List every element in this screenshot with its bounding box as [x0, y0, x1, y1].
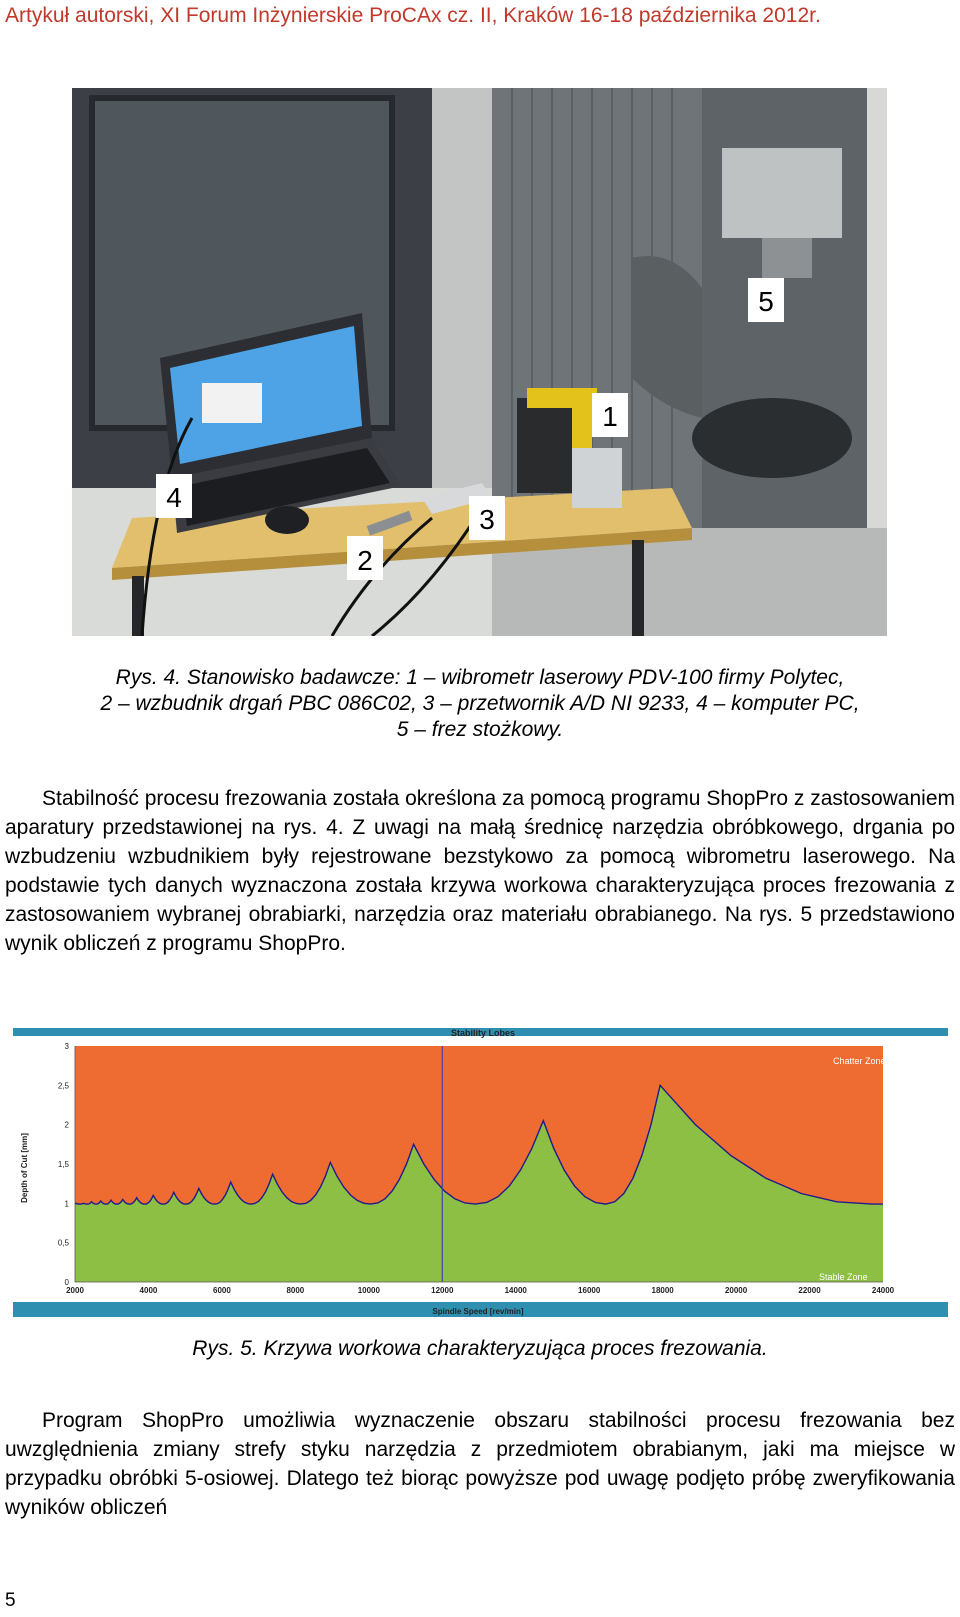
x-tick-label: 10000	[357, 1286, 380, 1295]
y-tick-label: 0	[64, 1278, 69, 1287]
photo-label-3: 3	[479, 504, 495, 535]
y-tick-label: 1	[64, 1199, 69, 1209]
figure-4-caption	[0, 665, 960, 743]
x-tick-label: 24000	[871, 1286, 895, 1295]
figure-4-caption-line: 2 – wzbudnik drgań PBC 086C02, 3 – przetwornik A/D NI 9233, 4 – komputer PC,	[100, 692, 860, 715]
page-number: 5	[5, 1590, 16, 1611]
x-tick-label: 2000	[66, 1286, 84, 1295]
test-stand-photo	[72, 88, 887, 636]
y-tick-label: 3	[64, 1042, 69, 1051]
x-tick-label: 14000	[504, 1286, 527, 1295]
photo-label-2: 2	[357, 545, 373, 576]
photo-label-4: 4	[166, 482, 182, 513]
photo-label-5: 5	[758, 286, 774, 317]
x-tick-label: 8000	[286, 1286, 305, 1295]
running-header: Artykuł autorski, XI Forum Inżynierskie ProCAx cz. II, Kraków 16-18 października 2012r.	[5, 4, 821, 27]
y-tick-label: 2,5	[57, 1081, 69, 1091]
figure-5-caption: Rys. 5. Krzywa workowa charakteryzująca proces frezowania.	[192, 1337, 768, 1360]
y-tick-label: 1,5	[57, 1160, 69, 1169]
paragraph-2-text: Program ShopPro umożliwia wyznaczenie obszaru stabilności procesu frezowania bez uwzględnienia zmiany strefy styku narzędzia z przedmiotem obrabianym, jaki ma miejsce w przypadku obróbki 5-osiowej. Dlatego też biorąc powyższe pod uwagę podjęto próbę zweryfikowania wyników obliczeń	[5, 1409, 955, 1519]
x-tick-label: 20000	[724, 1286, 748, 1295]
y-tick-label: 2	[64, 1120, 69, 1130]
figure-4-caption-line: Rys. 4. Stanowisko badawcze: 1 – wibrometr laserowy PDV-100 firmy Polytec,	[115, 666, 845, 689]
x-axis-label: Spindle Speed [rev/min]	[432, 1307, 524, 1316]
y-axis-label: Depth of Cut [mm]	[20, 1133, 29, 1203]
x-tick-label: 4000	[139, 1286, 158, 1295]
paragraph-1-text: Stabilność procesu frezowania została określona za pomocą programu ShopPro z zastosowaniem aparatury przedstawionej na rys. 4. Z uwagi na małą średnicę narzędzia obróbkowego, drgania po wzbudzeniu wzbudnikiem były rejestrowane bezstykowo za pomocą wibrometru laserowego. Na podstawie tych danych wyznaczona została krzywa workowa charakteryzująca proces frezowania z zastosowaniem wybranej obrabiarki, narzędzia oraz materiału obrabianego. Na rys. 5 przedstawiono wynik obliczeń z programu ShopPro.	[5, 787, 955, 955]
x-tick-label: 18000	[651, 1286, 674, 1295]
stability-lobes-chart	[13, 1028, 948, 1317]
x-tick-label: 12000	[431, 1286, 454, 1295]
x-tick-label: 16000	[578, 1286, 601, 1295]
photo-label-1: 1	[602, 401, 618, 432]
chatter-zone-label: Chatter Zone	[833, 1056, 886, 1066]
paragraph-1	[5, 784, 955, 958]
figure-4-caption-line: 5 – frez stożkowy.	[396, 718, 564, 741]
paragraph-2	[5, 1406, 955, 1522]
y-tick-label: 0,5	[57, 1238, 69, 1248]
x-tick-label: 22000	[798, 1286, 821, 1295]
x-tick-label: 6000	[213, 1286, 231, 1295]
stable-zone-label: Stable Zone	[819, 1272, 868, 1282]
chart-title: Stability Lobes	[450, 1028, 516, 1038]
